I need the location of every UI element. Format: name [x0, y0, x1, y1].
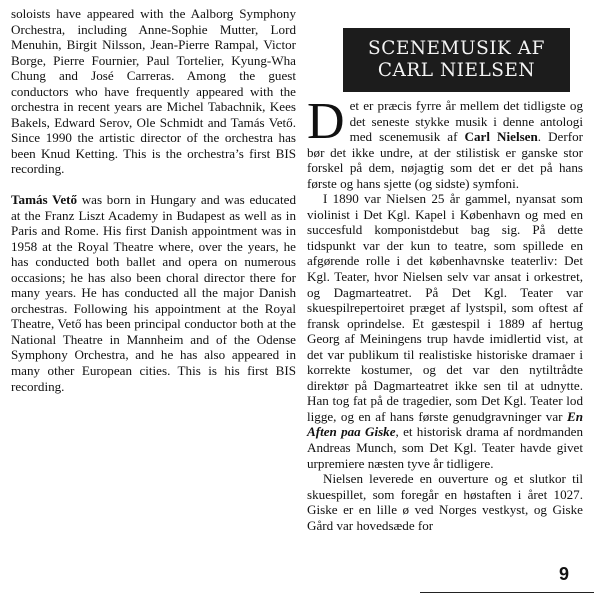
- overture-paragraph: Nielsen leverede en ouverture og et slutkor til skuespillet, som foregår en høstaften i året 1027. Giske er en lille ø ved Norges vestkyst, og Giske Gård var hovedsæde for: [307, 471, 583, 533]
- right-column: [307, 93, 584, 533]
- aalborg-orchestra-paragraph: soloists have appeared with the Aalborg Symphony Orchestra, including Anne-Sophie Mutter, Lord Menuhin, Birgit Nilsson, Jean-Pierre Rampal, Victor Borge, Pierre Fournier, Paul Tortelier, Kyung-Wha Chung and José Carreras. Among the guest conductors who have frequently appeared with the orchestra in recent years are Michel Tabachnik, Kees Bakels, Edward Serov, Ole Schmidt and Tamás Vető. Since 1990 the artistic director of the orchestra has been Knud Ketting. This is the orchestra’s first BIS recording.: [11, 6, 296, 177]
- heading-line-1: SCENEMUSIK AF: [368, 38, 545, 59]
- section-heading-banner: [343, 28, 570, 92]
- play-title: En Aften paa Giske: [307, 408, 583, 440]
- conductor-name: Tamás Vető: [11, 192, 78, 208]
- page-number: 9: [559, 564, 570, 584]
- intro-text-end: . Derfor bør det ikke undre, at der stilistisk er ganske stor forskel på dem, nøjagtig som det er det på hans første og hans sjette (og sidste) symfoni.: [307, 129, 584, 191]
- conductor-bio-paragraph: [11, 192, 296, 394]
- intro-paragraph: [307, 93, 584, 191]
- conductor-bio-text: was born in Hungary and was educated at the Franz Liszt Academy in Budapest as well as in Paris and Rome. His first Danish appointment was in 1958 at the Royal Theatre where, over the years, he has conducted both ballet and opera on numerous occasions; he has also been choral director there for many years. He has conducted all the major Danish orchestras. Following his appointment at the Royal Theatre, Vető has been principal conductor both at the National Theatre in Mannheim and of the Odense Symphony Orchestra, and he has also appeared in many other European cities. This is his first BIS recording.: [11, 192, 296, 394]
- composer-name: Carl Nielsen: [464, 129, 538, 145]
- page-footer-rule: [420, 592, 594, 593]
- history-text-start: I 1890 var Nielsen 25 år gammel, nyansat som violinist i Det Kgl. Kapel i København og med en succesfuld komponistdebut bag sig. På dette tidspunkt var der kun to teatre, som spillede en afgørende rolle i det københavnske teaterliv: Det Kgl. Teater, hvor Nielsen selv var ansat i orkestret, og Dagmarteatret. På Det Kgl. Teater var skuespilrepertoiret præget af lystspil, som oftest af fransk oprindelse. Et gæstespil i 1889 af hertug Georg af Meiningens trup havde imidlertid vist, at det var publikum til realistiske historiske dramaer i korrekte kostumer, og det var den nytiltrådte direktør på Dagmarteatret ikke sen til at udnytte. Han tog fat på de tragedier, som Det Kgl. Teater lod ligge, og en af hans første genudgravninger var: [307, 191, 583, 424]
- heading-line-2: CARL NIELSEN: [377, 60, 536, 81]
- intro-text-start: et er præcis fyrre år mellem det tidligste og det seneste stykke musik i denne antologi med scenemusik af: [349, 98, 583, 145]
- history-paragraph: [307, 191, 583, 471]
- drop-cap: D: [307, 93, 345, 150]
- history-text-end: , et historisk drama af nordmanden Andreas Munch, som Det Kgl. Teater havde givet urpremiere næsten tyve år tidligere.: [307, 424, 583, 471]
- left-column: [11, 6, 296, 394]
